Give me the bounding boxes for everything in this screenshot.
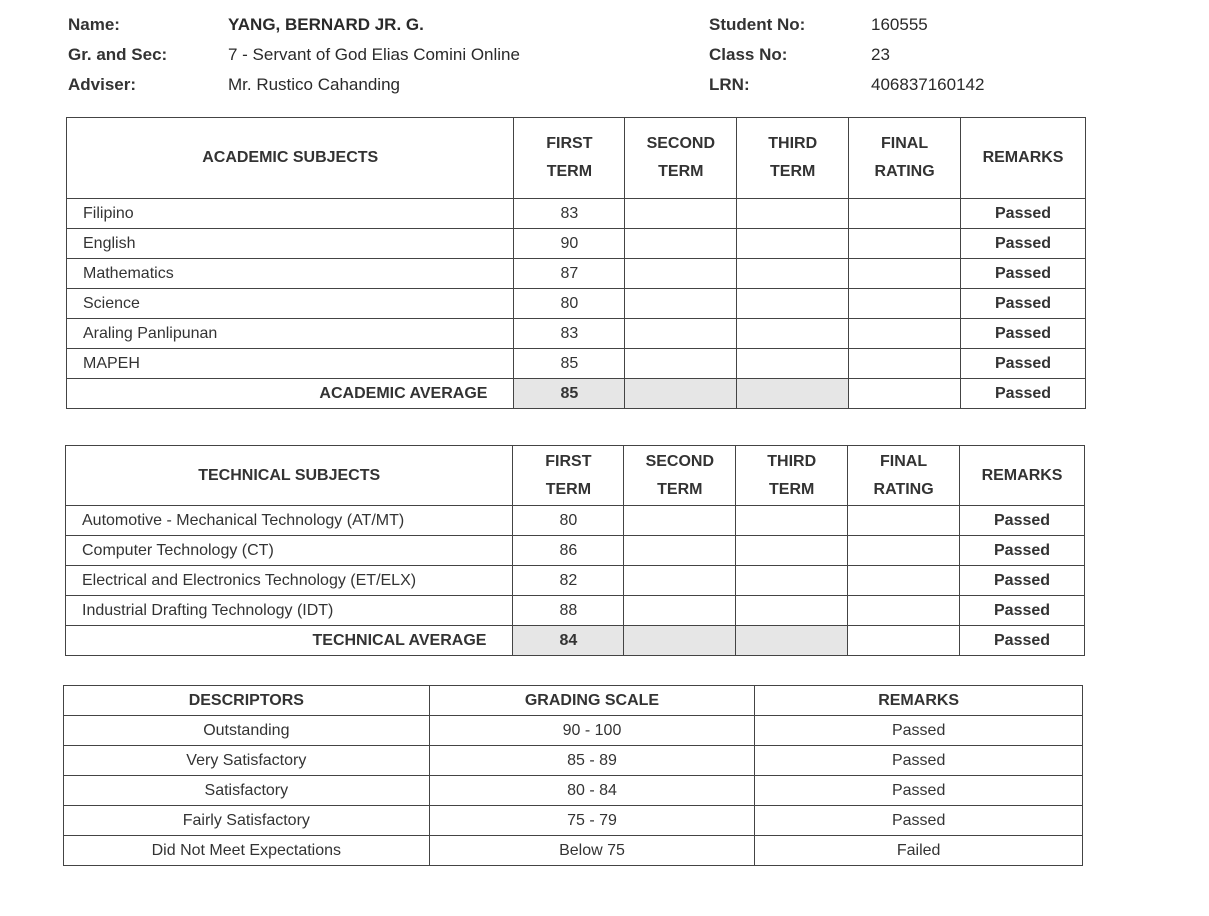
technical-header-2: SECOND TERM: [624, 446, 736, 506]
grading-scale-table: [63, 685, 1083, 866]
technical-subject-cell: Automotive - Mechanical Technology (AT/MT): [66, 506, 513, 536]
technical-final-cell: [848, 536, 960, 566]
scale-remarks-cell: Passed: [755, 806, 1083, 836]
academic-header-3: THIRD TERM: [737, 118, 849, 199]
technical-average-empty-cell: [624, 626, 736, 656]
scale-remarks-cell: Passed: [755, 716, 1083, 746]
academic-subject-cell: Science: [67, 289, 514, 319]
technical-remarks-cell: Passed: [960, 536, 1085, 566]
technical-subject-cell: Computer Technology (CT): [66, 536, 513, 566]
academic-third-cell: [737, 259, 849, 289]
academic-subject-cell: MAPEH: [67, 349, 514, 379]
academic-first-cell: 87: [514, 259, 625, 289]
academic-remarks-cell: Passed: [961, 229, 1086, 259]
academic-second-cell: [625, 259, 737, 289]
technical-average-value: 84: [513, 626, 624, 656]
class-no-label: Class No:: [709, 45, 788, 64]
lrn-label: LRN:: [709, 75, 750, 94]
technical-third-cell: [736, 566, 848, 596]
academic-header-0: ACADEMIC SUBJECTS: [67, 118, 514, 199]
student-no-label: Student No:: [709, 15, 806, 34]
academic-second-cell: [625, 229, 737, 259]
scale-remarks-cell: Passed: [755, 746, 1083, 776]
academic-remarks-cell: Passed: [961, 319, 1086, 349]
academic-third-cell: [737, 289, 849, 319]
academic-first-cell: 83: [514, 199, 625, 229]
table-row: [64, 716, 1083, 746]
technical-header-row: [66, 446, 1085, 506]
technical-third-cell: [736, 506, 848, 536]
academic-average-row: [67, 379, 1086, 409]
academic-average-empty-cell: [625, 379, 737, 409]
table-row: [66, 596, 1085, 626]
technical-header-5: REMARKS: [960, 446, 1085, 506]
academic-header-4: FINAL RATING: [849, 118, 961, 199]
scale-header-0: DESCRIPTORS: [64, 686, 430, 716]
student-no: 160555: [871, 15, 928, 34]
academic-first-cell: 90: [514, 229, 625, 259]
student-section: 7 - Servant of God Elias Comini Online: [228, 45, 520, 64]
academic-remarks-cell: Passed: [961, 199, 1086, 229]
technical-remarks-cell: Passed: [960, 566, 1085, 596]
technical-grades-table: [65, 445, 1085, 656]
technical-second-cell: [624, 566, 736, 596]
academic-third-cell: [737, 199, 849, 229]
technical-remarks-cell: Passed: [960, 596, 1085, 626]
academic-subject-cell: Filipino: [67, 199, 514, 229]
academic-header-5: REMARKS: [961, 118, 1086, 199]
technical-subject-cell: Electrical and Electronics Technology (ET/ELX): [66, 566, 513, 596]
adviser-label: Adviser:: [68, 75, 137, 94]
technical-header-3: THIRD TERM: [736, 446, 848, 506]
scale-scale-cell: 75 - 79: [429, 806, 755, 836]
scale-remarks-cell: Failed: [755, 836, 1083, 866]
academic-remarks-cell: Passed: [961, 349, 1086, 379]
table-row: [66, 536, 1085, 566]
scale-header-2: REMARKS: [755, 686, 1083, 716]
academic-final-cell: [849, 289, 961, 319]
class-no: 23: [871, 45, 890, 64]
academic-subject-cell: Mathematics: [67, 259, 514, 289]
academic-average-final-cell: [849, 379, 961, 409]
technical-first-cell: 88: [513, 596, 624, 626]
student-info-right: [709, 10, 984, 100]
table-row: [67, 319, 1086, 349]
academic-third-cell: [737, 229, 849, 259]
academic-final-cell: [849, 319, 961, 349]
academic-third-cell: [737, 349, 849, 379]
technical-first-cell: 82: [513, 566, 624, 596]
academic-header-row: [67, 118, 1086, 199]
table-row: [66, 506, 1085, 536]
academic-second-cell: [625, 289, 737, 319]
table-row: [67, 199, 1086, 229]
academic-first-cell: 85: [514, 349, 625, 379]
section-row: [68, 40, 520, 70]
section-label: Gr. and Sec:: [68, 45, 168, 64]
academic-second-cell: [625, 349, 737, 379]
academic-remarks-cell: Passed: [961, 289, 1086, 319]
table-row: [67, 289, 1086, 319]
scale-remarks-cell: Passed: [755, 776, 1083, 806]
academic-third-cell: [737, 319, 849, 349]
technical-average-empty-cell: [736, 626, 848, 656]
academic-header-1: FIRST TERM: [514, 118, 625, 199]
academic-first-cell: 80: [514, 289, 625, 319]
technical-third-cell: [736, 596, 848, 626]
academic-average-remarks: Passed: [961, 379, 1086, 409]
technical-average-final-cell: [848, 626, 960, 656]
technical-first-cell: 80: [513, 506, 624, 536]
academic-second-cell: [625, 199, 737, 229]
academic-subject-cell: Araling Panlipunan: [67, 319, 514, 349]
technical-header-1: FIRST TERM: [513, 446, 624, 506]
technical-average-remarks: Passed: [960, 626, 1085, 656]
adviser-row: [68, 70, 520, 100]
student-info-left: [68, 10, 520, 100]
table-row: [67, 229, 1086, 259]
technical-second-cell: [624, 536, 736, 566]
technical-remarks-cell: Passed: [960, 506, 1085, 536]
student-name: YANG, BERNARD JR. G.: [228, 15, 424, 34]
table-row: [64, 806, 1083, 836]
academic-first-cell: 83: [514, 319, 625, 349]
table-row: [67, 349, 1086, 379]
scale-scale-cell: 90 - 100: [429, 716, 755, 746]
scale-header-1: GRADING SCALE: [429, 686, 755, 716]
academic-header-2: SECOND TERM: [625, 118, 737, 199]
scale-descriptor-cell: Satisfactory: [64, 776, 430, 806]
academic-second-cell: [625, 319, 737, 349]
academic-final-cell: [849, 229, 961, 259]
technical-average-label: TECHNICAL AVERAGE: [66, 626, 513, 656]
scale-descriptor-cell: Did Not Meet Expectations: [64, 836, 430, 866]
technical-final-cell: [848, 506, 960, 536]
academic-average-label: ACADEMIC AVERAGE: [67, 379, 514, 409]
technical-header-4: FINAL RATING: [848, 446, 960, 506]
table-row: [64, 746, 1083, 776]
student-no-row: [709, 10, 984, 40]
technical-final-cell: [848, 596, 960, 626]
name-label: Name:: [68, 15, 120, 34]
technical-second-cell: [624, 596, 736, 626]
technical-second-cell: [624, 506, 736, 536]
technical-final-cell: [848, 566, 960, 596]
academic-subject-cell: English: [67, 229, 514, 259]
technical-first-cell: 86: [513, 536, 624, 566]
table-row: [64, 776, 1083, 806]
technical-third-cell: [736, 536, 848, 566]
scale-descriptor-cell: Fairly Satisfactory: [64, 806, 430, 836]
scale-descriptor-cell: Outstanding: [64, 716, 430, 746]
academic-remarks-cell: Passed: [961, 259, 1086, 289]
academic-final-cell: [849, 199, 961, 229]
scale-scale-cell: 85 - 89: [429, 746, 755, 776]
technical-subject-cell: Industrial Drafting Technology (IDT): [66, 596, 513, 626]
student-adviser: Mr. Rustico Cahanding: [228, 75, 400, 94]
academic-average-value: 85: [514, 379, 625, 409]
name-row: [68, 10, 520, 40]
scale-header-row: [64, 686, 1083, 716]
academic-final-cell: [849, 349, 961, 379]
class-no-row: [709, 40, 984, 70]
table-row: [66, 566, 1085, 596]
lrn: 406837160142: [871, 75, 985, 94]
table-row: [67, 259, 1086, 289]
scale-scale-cell: Below 75: [429, 836, 755, 866]
academic-final-cell: [849, 259, 961, 289]
scale-scale-cell: 80 - 84: [429, 776, 755, 806]
academic-average-empty-cell: [737, 379, 849, 409]
technical-header-0: TECHNICAL SUBJECTS: [66, 446, 513, 506]
technical-average-row: [66, 626, 1085, 656]
academic-grades-table: [66, 117, 1086, 409]
scale-descriptor-cell: Very Satisfactory: [64, 746, 430, 776]
table-row: [64, 836, 1083, 866]
lrn-row: [709, 70, 984, 100]
